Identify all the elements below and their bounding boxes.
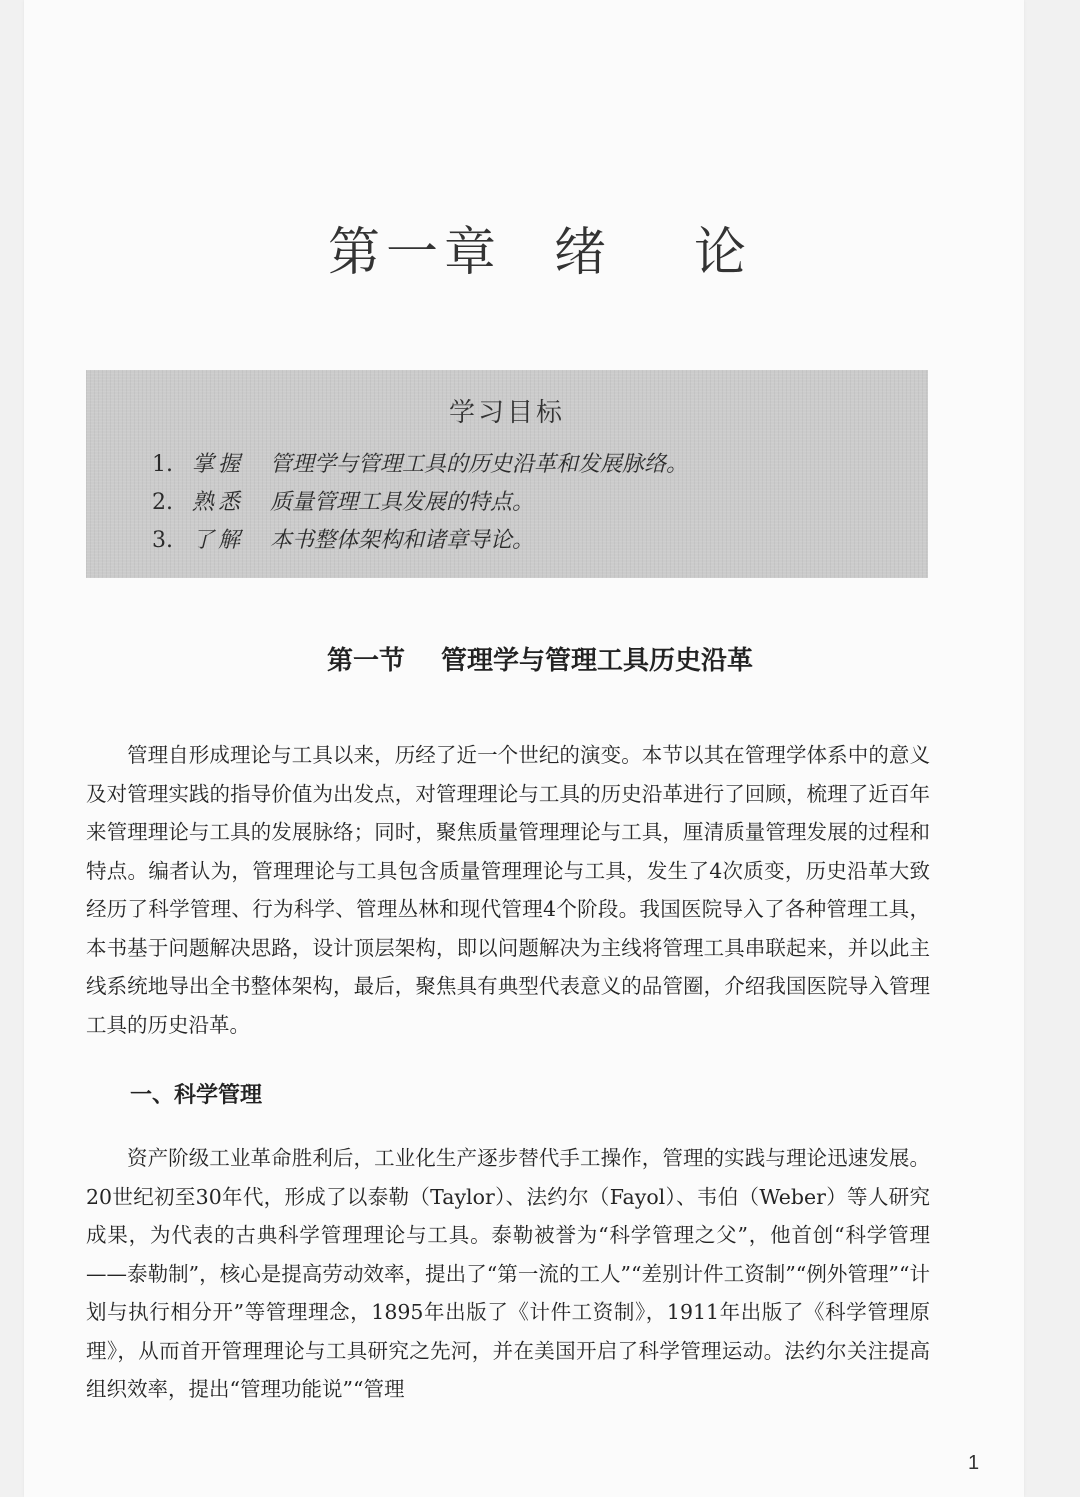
section-number: 第一节 bbox=[326, 646, 405, 676]
objective-text: 管理学与管理工具的历史沿革和发展脉络。 bbox=[270, 452, 689, 477]
subsection-title: 一、科学管理 bbox=[130, 1083, 263, 1108]
objective-verb: 掌握 bbox=[192, 452, 245, 477]
objective-number: 2. bbox=[152, 490, 173, 515]
objective-verb: 熟悉 bbox=[192, 490, 245, 515]
scientific-management-paragraph: 资产阶级工业革命胜利后，工业化生产逐步替代手工操作，管理的实践与理论迅速发展。20世纪初至30年代，形成了以泰勒（Taylor）、法约尔（Fayol）、韦伯（Weber）等人研究成果，为代表的古典科学管理理论与工具。泰勒被誉为“科学管理之父”，他首创“科学管理——泰勒制”，核心是提高劳动效率，提出了“第一流的工人”“差别计件工资制”“例外管理”“计划与执行相分开”等管理理念，1895年出版了《计件工资制》，1911年出版了《科学管理原理》，从而首开管理理论与工具研究之先河，并在美国开启了科学管理运动。法约尔关注提高组织效率，提出“管理功能说”“管理 bbox=[86, 1146, 930, 1401]
chapter-title-part1: 绪 bbox=[553, 223, 612, 283]
learning-objectives-list bbox=[152, 446, 688, 560]
learning-objective-item bbox=[152, 484, 688, 522]
chapter-title-part2: 论 bbox=[694, 223, 753, 283]
learning-objective-item bbox=[152, 522, 688, 560]
objective-verb: 了解 bbox=[192, 528, 245, 553]
section-title bbox=[0, 640, 1080, 677]
intro-paragraph: 管理自形成理论与工具以来，历经了近一个世纪的演变。本节以其在管理学体系中的意义及对管理实践的指导价值为出发点，对管理理论与工具的历史沿革进行了回顾，梳理了近百年来管理理论与工具的发展脉络；同时，聚焦质量管理理论与工具，厘清质量管理发展的过程和特点。编者认为，管理理论与工具包含质量管理理论与工具，发生了4次质变，历史沿革大致经历了科学管理、行为科学、管理丛林和现代管理4个阶段。我国医院导入了各种管理工具，本书基于问题解决思路，设计顶层架构，即以问题解决为主线将管理工具串联起来，并以此主线系统地导出全书整体架构，最后，聚焦具有典型代表意义的品管圈，介绍我国医院导入管理工具的历史沿革。 bbox=[86, 743, 930, 1037]
learning-objectives-title: 学习目标 bbox=[448, 398, 565, 428]
page-number: 1 bbox=[968, 1452, 980, 1474]
objective-number: 3. bbox=[152, 528, 173, 553]
learning-objective-item bbox=[152, 446, 688, 484]
objective-text: 质量管理工具发展的特点。 bbox=[270, 490, 535, 515]
chapter-number: 第一章 bbox=[327, 223, 502, 283]
objective-text: 本书整体架构和诸章导论。 bbox=[270, 528, 535, 553]
learning-objectives-box bbox=[86, 370, 928, 578]
chapter-title bbox=[0, 210, 1080, 285]
objective-number: 1. bbox=[152, 452, 173, 477]
section-heading: 管理学与管理工具历史沿革 bbox=[441, 646, 754, 676]
